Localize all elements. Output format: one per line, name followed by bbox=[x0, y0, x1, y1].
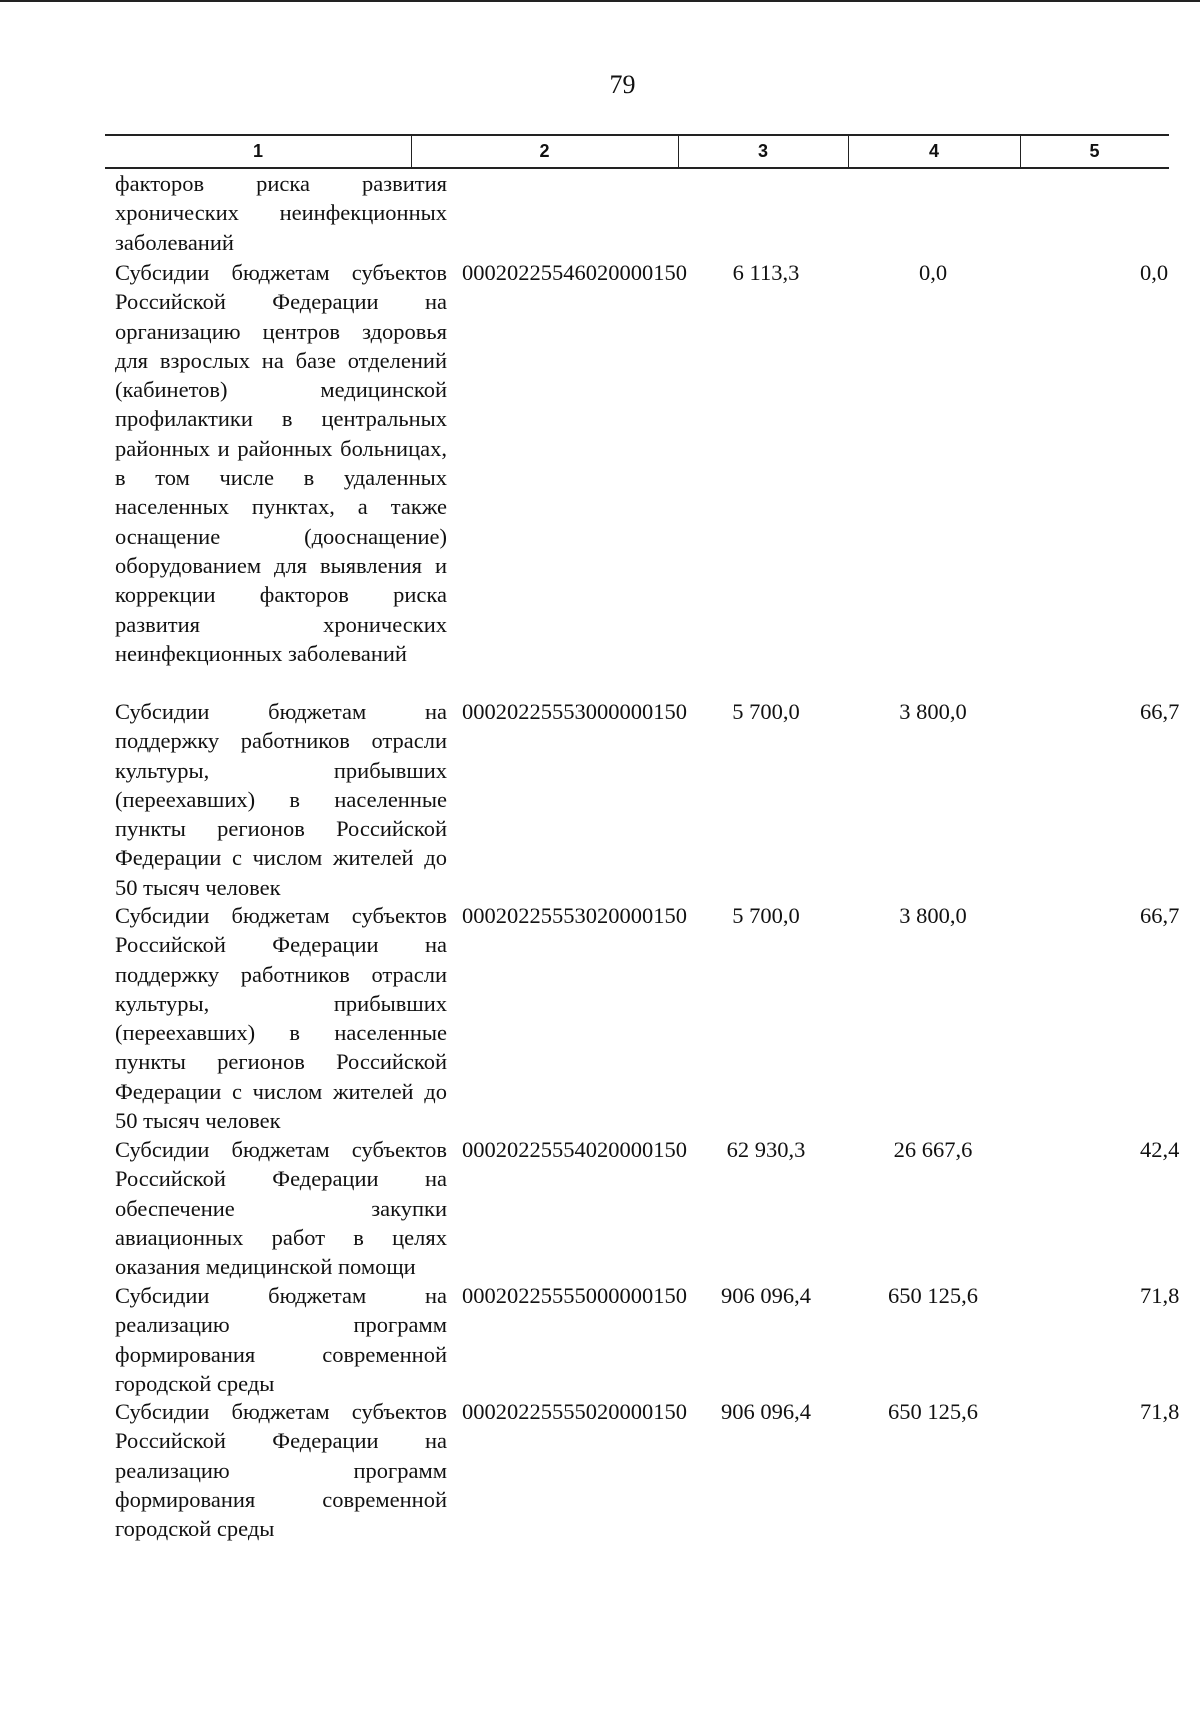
page-number: 79 bbox=[609, 70, 636, 99]
column-header-2: 2 bbox=[539, 141, 550, 161]
row-name: Субсидии бюджетам субъектов Российской Федерации на реализацию программ формирования современной городской среды bbox=[115, 1399, 447, 1542]
row-value-col4: 0,0 bbox=[918, 260, 948, 285]
budget-table bbox=[105, 134, 1180, 1542]
row-value-col5: 42,4 bbox=[1140, 1137, 1180, 1162]
row-name: Субсидии бюджетам на поддержку работников отрасли культуры, прибывших (переехавших) в населенные пункты регионов Российской Федерации с числом жителей до 50 тысяч человек bbox=[115, 699, 447, 900]
row-value-col4: 26 667,6 bbox=[893, 1137, 973, 1162]
row-name: Субсидии бюджетам на реализацию программ формирования современной городской среды bbox=[115, 1283, 447, 1396]
row-value-col3: 906 096,4 bbox=[721, 1283, 811, 1308]
row-code: 00020225553020000150 bbox=[462, 903, 687, 928]
row-value-col3: 906 096,4 bbox=[721, 1399, 811, 1424]
row-value-col5: 66,7 bbox=[1140, 903, 1180, 928]
row-name: Субсидии бюджетам субъектов Российской Федерации на поддержку работников отрасли культуры, прибывших (переехавших) в населенные пункты регионов Российской Федерации с числом жителей до 50 тысяч человек bbox=[115, 903, 447, 1134]
row-code: 00020225554020000150 bbox=[462, 1137, 687, 1162]
row-code: 00020225553000000150 bbox=[462, 699, 687, 724]
row-value-col4: 3 800,0 bbox=[899, 699, 967, 724]
row-name: Субсидии бюджетам субъектов Российской Федерации на организацию центров здоровья для взрослых на базе отделений (кабинетов) медицинской профилактики в центральных районных и районных больницах, в том числе в удаленных населенных пунктах, а также оснащение (дооснащение) оборудованием для выявления и коррекции факторов риска развития хронических неинфекционных заболеваний bbox=[115, 260, 447, 666]
column-header-4: 4 bbox=[928, 141, 939, 161]
row-value-col3: 6 113,3 bbox=[732, 260, 800, 285]
row-value-col5: 71,8 bbox=[1140, 1283, 1180, 1308]
top-rule bbox=[0, 0, 1200, 2]
column-header-5: 5 bbox=[1089, 141, 1100, 161]
row-code: 00020225555020000150 bbox=[462, 1399, 687, 1424]
table-header-row bbox=[105, 134, 1169, 169]
row-name-continuation: факторов риска развития хронических неинфекционных заболеваний bbox=[115, 171, 447, 255]
row-code: 00020225546020000150 bbox=[462, 260, 687, 285]
row-code: 00020225555000000150 bbox=[462, 1283, 687, 1308]
row-value-col5: 66,7 bbox=[1140, 699, 1180, 724]
row-value-col4: 3 800,0 bbox=[899, 903, 967, 928]
row-value-col4: 650 125,6 bbox=[888, 1399, 978, 1424]
row-name: Субсидии бюджетам субъектов Российской Федерации на обеспечение закупки авиационных работ в целях оказания медицинской помощи bbox=[115, 1137, 447, 1280]
row-value-col5: 71,8 bbox=[1140, 1399, 1180, 1424]
row-value-col3: 5 700,0 bbox=[732, 903, 800, 928]
column-header-1: 1 bbox=[252, 141, 263, 161]
column-header-3: 3 bbox=[757, 141, 768, 161]
row-value-col5: 0,0 bbox=[1140, 260, 1169, 285]
row-value-col4: 650 125,6 bbox=[888, 1283, 978, 1308]
row-value-col3: 62 930,3 bbox=[726, 1137, 806, 1162]
row-value-col3: 5 700,0 bbox=[732, 699, 800, 724]
